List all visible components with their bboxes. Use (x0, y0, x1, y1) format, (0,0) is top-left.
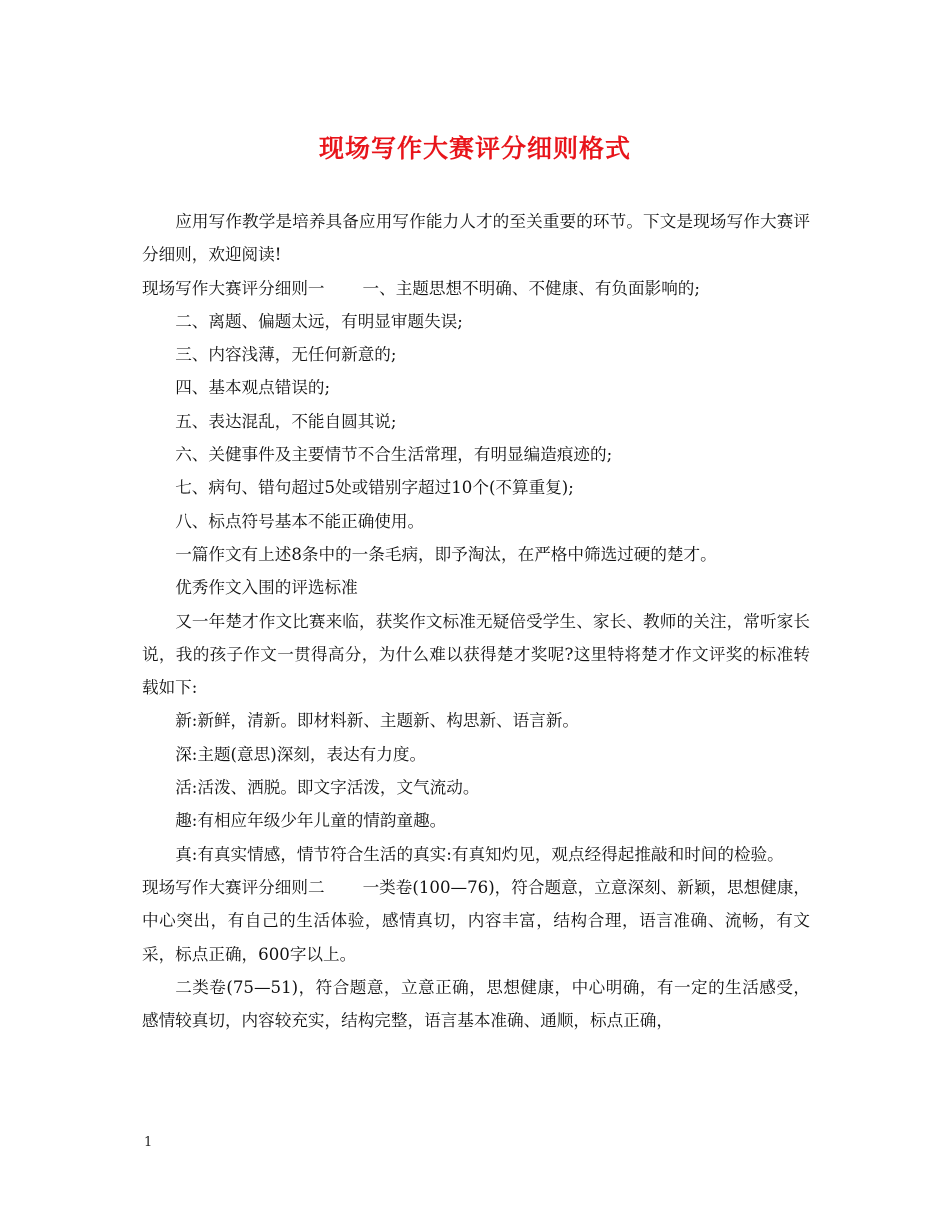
standard-item: 深:主题(意思)深刻，表达有力度。 (175, 744, 427, 764)
section-one-text: 一、主题思想不明确、不健康、有负面影响的; (362, 278, 700, 298)
section-one-paragraph (142, 272, 810, 305)
standard-item: 趣:有相应年级少年儿童的情韵童趣。 (175, 811, 447, 831)
rule-item: 三、内容浅薄，无任何新意的; (175, 345, 397, 365)
page-number: 1 (144, 1135, 153, 1150)
document-body (142, 205, 810, 1037)
section-two-heading: 现场写作大赛评分细则二 (142, 877, 325, 897)
standards-intro: 又一年楚才作文比赛来临，获奖作文标准无疑倍受学生、家长、教师的关注，常听家长说，我的孩子作文一贯得高分，为什么难以获得楚才奖呢?这里特将楚才作文评奖的标准转载如下: (142, 611, 810, 698)
rule-item: 六、关健事件及主要情节不合生活常理，有明显编造痕迹的; (175, 445, 613, 465)
intro-paragraph: 应用写作教学是培养具备应用写作能力人才的至关重要的环节。下文是现场写作大赛评分细则，欢迎阅读! (142, 212, 810, 265)
rule-item: 二、离题、偏题太远，有明显审题失误; (175, 311, 463, 331)
rule-item: 七、病句、错句超过5处或错别字超过10个(不算重复); (175, 478, 574, 498)
rule-item: 四、基本观点错误的; (175, 378, 331, 398)
standard-item: 真:有真实情感，情节符合生活的真实:有真知灼见，观点经得起推敲和时间的检验。 (175, 844, 784, 864)
standard-item: 活:活泼、洒脱。即文字活泼，文气流动。 (175, 778, 480, 798)
section-one-heading: 现场写作大赛评分细则一 (142, 278, 325, 298)
rule-summary: 一篇作文有上述8条中的一条毛病，即予淘汰，在严格中筛选过硬的楚才。 (175, 544, 717, 564)
rule-item: 八、标点符号基本不能正确使用。 (175, 511, 425, 531)
subheading: 优秀作文入围的评选标准 (175, 578, 358, 598)
section-two-text: 一类卷(100—76)，符合题意，立意深刻、新颖，思想健康，中心突出，有自己的生活体验，感情真切，内容丰富，结构合理，语言准确、流畅，有文采，标点正确，600字以上。 (142, 877, 811, 964)
rule-item: 五、表达混乱，不能自圆其说; (175, 411, 397, 431)
standard-item: 新:新鲜，清新。即材料新、主题新、构思新、语言新。 (175, 711, 580, 731)
section-two-paragraph (142, 871, 810, 971)
document-title: 现场写作大赛评分细则格式 (318, 134, 631, 163)
grade-two-paragraph: 二类卷(75—51)，符合题意，立意正确，思想健康，中心明确，有一定的生活感受，感情较真切，内容较充实，结构完整，语言基本准确、通顺，标点正确， (142, 977, 810, 1031)
